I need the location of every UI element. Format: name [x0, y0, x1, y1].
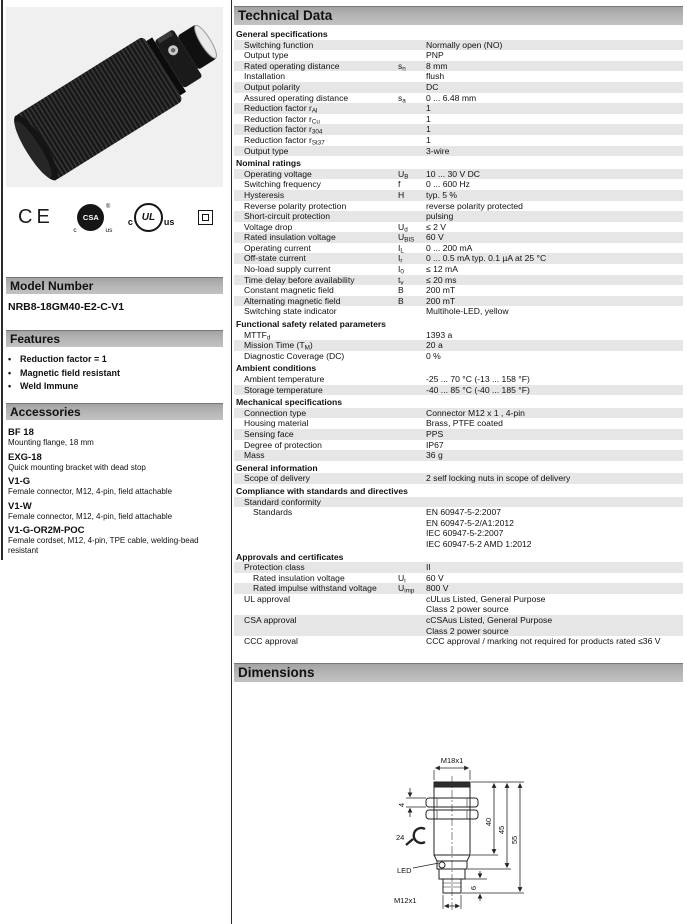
spec-row	[234, 93, 683, 104]
accessories-header-label: Accessories	[10, 405, 81, 419]
dimensions-header	[234, 663, 683, 682]
spec-value: 20 a	[426, 340, 443, 351]
dim-label-m18: M18x1	[440, 756, 464, 765]
spec-value: Normally open (NO)	[426, 39, 503, 50]
spec-label: Operating voltage	[244, 168, 312, 179]
spec-row	[234, 82, 683, 93]
spec-row	[234, 408, 683, 419]
spec-label: Hysteresis	[244, 189, 285, 200]
spec-row	[234, 615, 683, 636]
spec-value: PPS	[426, 428, 444, 439]
section-heading: General information	[236, 462, 318, 473]
page-left-edge	[1, 0, 3, 560]
spec-row	[234, 374, 683, 385]
technical-data-title: Technical Data	[238, 8, 333, 23]
spec-symbol	[398, 306, 426, 317]
spec-label: Switching function	[244, 39, 314, 50]
spec-symbol	[398, 408, 426, 419]
spec-symbol	[398, 615, 426, 636]
spec-symbol	[398, 211, 426, 222]
spec-value: 3-wire	[426, 145, 450, 156]
dim-label-m12: M12x1	[394, 896, 417, 905]
spec-value: 200 mT	[426, 285, 456, 296]
dim-label-24: 24	[396, 833, 405, 842]
spec-symbol	[398, 124, 426, 135]
model-number-header-label: Model Number	[10, 279, 94, 293]
spec-symbol	[398, 562, 426, 573]
spec-value: 2 self locking nuts in scope of delivery	[426, 473, 571, 484]
spec-row	[234, 61, 683, 72]
spec-value: 800 V	[426, 583, 449, 594]
accessory-description: Female connector, M12, 4-pin, field attachable	[8, 511, 173, 521]
spec-label: CCC approval	[244, 636, 298, 647]
accessory-name: EXG-18	[8, 451, 42, 463]
spec-symbol	[398, 418, 426, 429]
spec-label: Assured operating distance	[244, 92, 349, 103]
dim-label-40: 40	[484, 817, 493, 827]
spec-value	[426, 497, 683, 508]
spec-value: 0 ... 0.5 mA typ. 0.1 µA at 25 °C	[426, 253, 547, 264]
spec-symbol: $s_a$	[398, 92, 406, 105]
csa-us-label: us	[105, 226, 113, 234]
spec-label: Short-circuit protection	[244, 211, 330, 222]
spec-symbol	[398, 636, 426, 647]
spec-label: Mass	[244, 450, 265, 461]
spec-label: Scope of delivery	[244, 473, 310, 484]
spec-row	[234, 275, 683, 286]
left-column	[6, 0, 225, 924]
spec-row	[234, 306, 683, 317]
feature-text: Magnetic field resistant	[20, 367, 121, 378]
spec-row	[234, 296, 683, 307]
spec-label: Reduction factor $r_{Cu}$	[244, 113, 320, 126]
spec-symbol	[398, 450, 426, 461]
spec-value: 0 ... 6.48 mm	[426, 92, 477, 103]
spec-symbol	[398, 440, 426, 451]
spec-value: CCC approval / marking not required for products rated ≤36 V	[426, 636, 661, 647]
spec-value: 0 ... 600 Hz	[426, 179, 470, 190]
spec-label: Reduction factor $r_{St37}$	[244, 134, 325, 147]
spec-row	[234, 40, 683, 51]
spec-symbol	[398, 429, 426, 440]
spec-value: Multihole-LED, yellow	[426, 306, 509, 317]
spec-symbol: B	[398, 285, 404, 296]
spec-symbol: $U_i$	[398, 572, 406, 585]
spec-symbol	[398, 385, 426, 396]
spec-label: Reverse polarity protection	[244, 200, 347, 211]
spec-symbol: $s_n$	[398, 60, 406, 73]
spec-label: Switching frequency	[244, 179, 321, 190]
feature-text: Weld Immune	[20, 381, 79, 391]
spec-value: 0 ... 200 mA	[426, 242, 473, 253]
spec-value: 8 mm	[426, 60, 448, 71]
accessories-header	[6, 403, 223, 420]
accessory-description: Female cordset, M12, 4-pin, TPE cable, welding-bead resistant	[8, 536, 199, 555]
spec-row	[234, 179, 683, 190]
spec-value: 1	[426, 134, 431, 145]
csa-circle: CSA	[77, 204, 104, 231]
product-photo	[6, 7, 223, 187]
spec-value: 1	[426, 124, 431, 135]
spec-label: Rated insulation voltage	[253, 572, 345, 583]
spec-label: Ambient temperature	[244, 374, 325, 384]
spec-row	[234, 114, 683, 125]
spec-label: No-load supply current	[244, 264, 331, 275]
spec-row	[234, 190, 683, 201]
dim-label-55: 55	[510, 835, 519, 845]
ul-c-label: c	[127, 216, 133, 227]
spec-symbol: $I_L$	[398, 242, 404, 255]
spec-symbol	[398, 201, 426, 212]
spec-symbol: B	[398, 295, 404, 306]
spec-label: Standards	[253, 507, 293, 518]
spec-label: Alternating magnetic field	[244, 295, 341, 306]
spec-row	[234, 573, 683, 584]
spec-label: Housing material	[244, 418, 309, 429]
section-heading: General specifications	[236, 29, 328, 39]
bullet-icon: •	[8, 367, 12, 378]
spec-row	[234, 222, 683, 233]
ul-circle: UL	[134, 203, 163, 232]
technical-data-table	[234, 27, 683, 647]
dimension-drawing-svg	[392, 752, 627, 924]
spec-value: DC	[426, 81, 439, 92]
spec-symbol: $U_{imp}$	[398, 583, 415, 595]
spec-value: 10 ... 30 V DC	[426, 168, 480, 179]
spec-symbol	[398, 340, 426, 351]
features-list	[8, 353, 221, 394]
spec-symbol	[398, 40, 426, 51]
sensor-photo-graphic	[6, 7, 223, 187]
spec-value: Brass, PTFE coated	[426, 418, 503, 429]
spec-symbol	[398, 71, 426, 82]
protection-class-2-inner	[202, 214, 209, 221]
technical-data-header	[234, 6, 683, 25]
spec-label: Time delay before availability	[244, 274, 355, 285]
spec-row	[234, 169, 683, 180]
spec-label: Switching state indicator	[244, 306, 337, 317]
spec-row	[234, 264, 683, 275]
spec-symbol: $t_v$	[398, 274, 404, 287]
spec-value: II	[426, 562, 431, 573]
spec-row	[234, 594, 683, 615]
section-heading: Nominal ratings	[236, 158, 301, 169]
spec-symbol: H	[398, 189, 405, 200]
spec-label: Rated insulation voltage	[244, 232, 336, 243]
spec-value: IP67	[426, 439, 444, 450]
spec-label: $MTTF_d$	[244, 329, 271, 342]
dim-label-led: LED	[397, 866, 412, 875]
spec-label: Output polarity	[244, 81, 300, 92]
bullet-icon: •	[8, 381, 12, 391]
spec-value: -25 ... 70 °C (-13 ... 158 °F)	[426, 374, 530, 384]
dim-label-45: 45	[497, 825, 506, 835]
feature-item	[8, 380, 221, 394]
accessory-name: BF 18	[8, 427, 34, 438]
spec-label: Reduction factor $r_{304}$	[244, 124, 323, 136]
spec-label: Output type	[244, 145, 289, 156]
section-heading: Compliance with standards and directives	[236, 485, 408, 496]
spec-value: 0 %	[426, 350, 441, 361]
spec-symbol	[398, 135, 426, 146]
spec-symbol	[398, 50, 426, 61]
dimension-drawing	[392, 752, 627, 924]
accessory-description: Mounting flange, 18 mm	[8, 438, 94, 447]
spec-label: Storage temperature	[244, 384, 323, 395]
spec-symbol	[398, 594, 426, 615]
spec-value: 1	[426, 113, 431, 124]
protection-class-2-icon	[198, 210, 213, 225]
spec-value: ≤ 12 mA	[426, 264, 458, 275]
section-heading: Ambient conditions	[236, 363, 317, 374]
spec-symbol: $I_0$	[398, 264, 404, 276]
spec-symbol	[398, 330, 426, 341]
feature-text: Reduction factor = 1	[20, 354, 107, 364]
ul-mark	[128, 203, 175, 232]
spec-label: Standard conformity	[244, 496, 321, 507]
accessory-name: V1-G	[8, 476, 31, 487]
spec-symbol	[398, 473, 426, 484]
spec-row	[234, 562, 683, 573]
spec-row	[234, 50, 683, 61]
spec-label: Sensing face	[244, 428, 294, 439]
spec-row	[234, 385, 683, 396]
feature-item	[8, 367, 221, 381]
spec-label: UL approval	[244, 593, 291, 604]
spec-value: PNP	[426, 50, 444, 61]
spec-value: cCSAus Listed, General Purpose Class 2 power source	[426, 615, 553, 636]
csa-c-label: c	[73, 226, 77, 234]
accessory-name: V1-G-OR2M-POC	[8, 525, 85, 536]
spec-label: Mission Time $(T_M)$	[244, 340, 313, 352]
spec-value: 1	[426, 103, 431, 114]
feature-item	[8, 353, 221, 367]
spec-row	[234, 103, 683, 114]
spec-row	[234, 429, 683, 440]
spec-label: Voltage drop	[244, 221, 293, 232]
bullet-icon: •	[8, 354, 12, 364]
spec-row	[234, 440, 683, 451]
spec-row	[234, 507, 683, 549]
spec-symbol	[398, 146, 426, 157]
spec-value: cULus Listed, General Purpose Class 2 power source	[426, 593, 546, 615]
spec-label: Rated operating distance	[244, 60, 340, 71]
spec-symbol: f	[398, 179, 401, 190]
spec-value: flush	[426, 71, 445, 82]
spec-label: Constant magnetic field	[244, 285, 334, 296]
model-number-header	[6, 277, 223, 294]
spec-value: ≤ 20 ms	[426, 274, 457, 285]
spec-row	[234, 583, 683, 594]
spec-row	[234, 201, 683, 212]
dim-label-4: 4	[397, 802, 406, 808]
accessories-list	[8, 423, 222, 555]
spec-label: Diagnostic Coverage (DC)	[244, 350, 345, 361]
spec-value: Connector M12 x 1 , 4-pin	[426, 407, 525, 418]
dimensions-title: Dimensions	[238, 665, 315, 680]
spec-value: pulsing	[426, 211, 454, 222]
spec-row	[234, 146, 683, 157]
spec-row	[234, 418, 683, 429]
features-header-label: Features	[10, 332, 61, 346]
spec-label: CSA approval	[244, 615, 297, 626]
spec-label: Protection class	[244, 562, 305, 573]
spec-label: Output type	[244, 50, 289, 61]
spec-row	[234, 71, 683, 82]
spec-value: EN 60947-5-2:2007 EN 60947-5-2/A1:2012 IEC 60947-5-2:2007 IEC 60947-5-2 AMD 1:2012	[426, 507, 532, 549]
spec-value: 200 mT	[426, 295, 456, 306]
features-header	[6, 330, 223, 347]
spec-label: Off-state current	[244, 253, 306, 264]
certification-marks	[6, 198, 223, 236]
spec-symbol: $U_B$	[398, 168, 409, 181]
spec-symbol	[398, 497, 426, 508]
spec-symbol	[398, 374, 426, 385]
spec-value: reverse polarity protected	[426, 200, 523, 211]
spec-row	[234, 124, 683, 135]
spec-label: Reduction factor $r_{Al}$	[244, 103, 318, 115]
spec-value: 60 V	[426, 232, 444, 243]
spec-symbol	[398, 82, 426, 93]
spec-value: typ. 5 %	[426, 189, 458, 200]
spec-symbol: $I_r$	[398, 253, 403, 265]
spec-value: 60 V	[426, 572, 444, 583]
ce-mark: CE	[18, 205, 54, 228]
spec-value: -40 ... 85 °C (-40 ... 185 °F)	[426, 384, 530, 395]
spec-symbol	[398, 103, 426, 114]
spec-label: Connection type	[244, 407, 307, 418]
spec-symbol: $U_{BIS}$	[398, 232, 415, 244]
csa-registered-label: ®	[105, 203, 111, 210]
spec-row	[234, 450, 683, 461]
dim-label-6: 6	[469, 885, 478, 891]
spec-label: Installation	[244, 71, 286, 82]
accessory-description: Quick mounting bracket with dead stop	[8, 462, 146, 472]
spec-row	[234, 473, 683, 484]
spec-label: Rated impulse withstand voltage	[253, 583, 377, 594]
accessory-description: Female connector, M12, 4-pin, field attachable	[8, 487, 173, 496]
spec-value: 36 g	[426, 450, 443, 461]
spec-row	[234, 351, 683, 362]
spec-label: Degree of protection	[244, 439, 322, 450]
spec-row	[234, 232, 683, 243]
spec-value: ≤ 2 V	[426, 221, 447, 232]
accessory-name: V1-W	[8, 500, 32, 512]
spec-row	[234, 253, 683, 264]
spec-row	[234, 636, 683, 647]
spec-symbol	[398, 114, 426, 125]
column-divider	[231, 0, 232, 924]
section-heading: Approvals and certificates	[236, 551, 344, 562]
spec-symbol: $U_d$	[398, 221, 408, 234]
section-heading: Mechanical specifications	[236, 397, 343, 408]
right-column	[234, 0, 683, 924]
ul-us-label: us	[163, 216, 175, 227]
wrench-icon	[414, 828, 425, 843]
spec-symbol	[398, 507, 426, 549]
spec-label: Operating current	[244, 242, 311, 253]
spec-row	[234, 330, 683, 341]
spec-row	[234, 243, 683, 254]
spec-row	[234, 497, 683, 508]
spec-row	[234, 135, 683, 146]
model-number: NRB8-18GM40-E2-C-V1	[8, 301, 125, 313]
spec-row	[234, 285, 683, 296]
spec-value: 1393 a	[426, 329, 453, 340]
csa-mark	[73, 203, 113, 234]
spec-row	[234, 340, 683, 351]
spec-row	[234, 211, 683, 222]
section-heading: Functional safety related parameters	[236, 319, 386, 330]
spec-symbol	[398, 351, 426, 362]
